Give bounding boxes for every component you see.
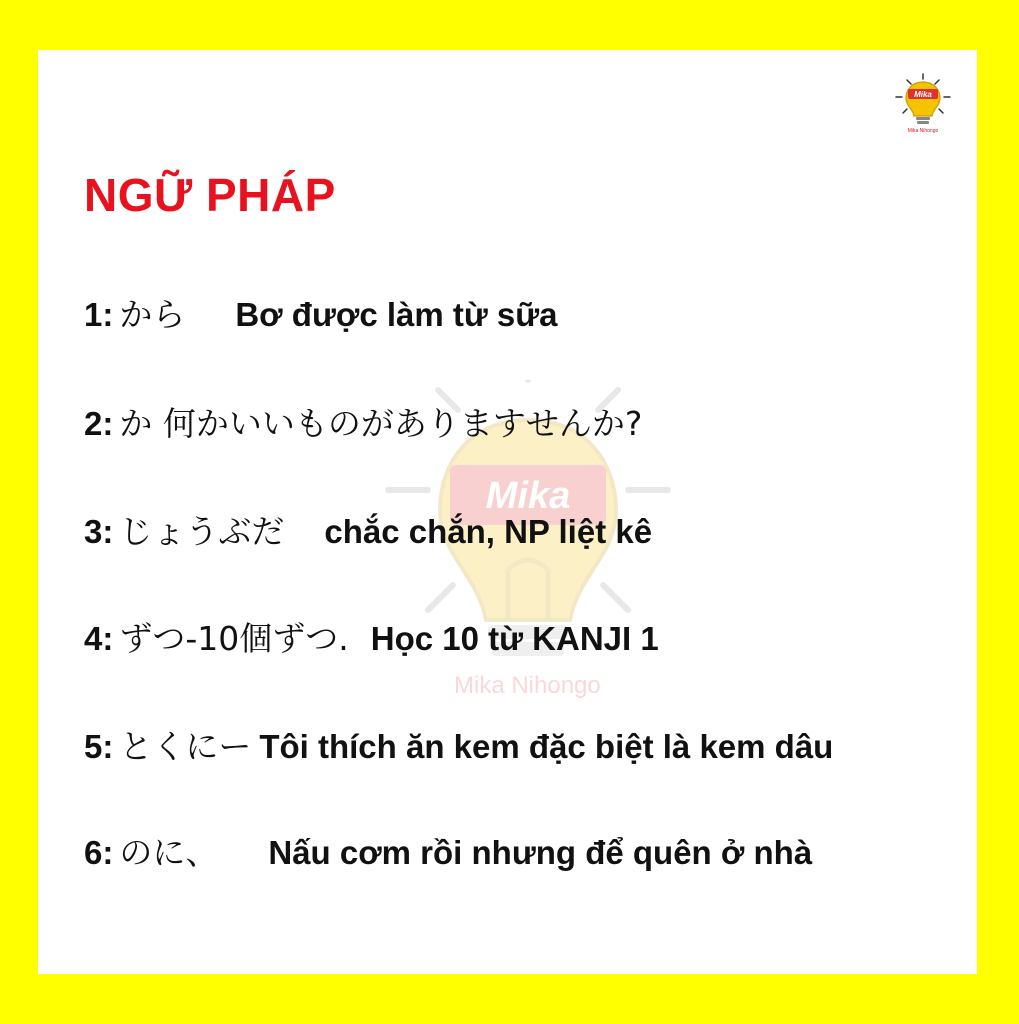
grammar-item-4 xyxy=(84,619,659,658)
grammar-item-2 xyxy=(84,404,643,443)
grammar-item-1 xyxy=(84,295,558,334)
watermark-badge-text: Mika xyxy=(485,475,571,517)
item-number: 2: xyxy=(84,405,114,442)
item-japanese: か 何かいいものがありますせんか? xyxy=(119,404,643,443)
item-number: 4: xyxy=(84,620,114,657)
item-number: 1: xyxy=(84,296,114,333)
item-japanese: から xyxy=(119,295,186,334)
lightbulb-logo-icon xyxy=(890,72,956,128)
item-number: 3: xyxy=(84,513,114,550)
item-japanese: とくにー xyxy=(119,727,252,766)
item-vietnamese: Nấu cơm rồi nhưng để quên ở nhà xyxy=(268,834,813,871)
item-vietnamese: Bơ được làm từ sữa xyxy=(235,296,558,333)
content-card xyxy=(38,50,977,974)
item-vietnamese: Học 10 từ KANJI 1 xyxy=(370,620,659,657)
item-japanese: のに、 xyxy=(119,833,219,872)
logo-badge-text: Mika xyxy=(914,90,932,99)
item-japanese: ずつ-10個ずつ. xyxy=(119,619,349,658)
item-number: 5: xyxy=(84,728,114,765)
grammar-item-6 xyxy=(84,833,813,872)
item-vietnamese: chắc chắn, NP liệt kê xyxy=(324,513,653,550)
watermark-caption: Mika Nihongo xyxy=(454,672,601,699)
grammar-item-3 xyxy=(84,512,653,551)
page-title: NGỮ PHÁP xyxy=(84,169,336,221)
brand-logo xyxy=(890,72,956,138)
item-japanese: じょうぶだ xyxy=(119,512,285,551)
item-number: 6: xyxy=(84,834,114,871)
item-vietnamese: Tôi thích ăn kem đặc biệt là kem dâu xyxy=(259,728,834,765)
grammar-item-5 xyxy=(84,727,834,766)
logo-caption: Mika Nihongo xyxy=(907,128,939,134)
